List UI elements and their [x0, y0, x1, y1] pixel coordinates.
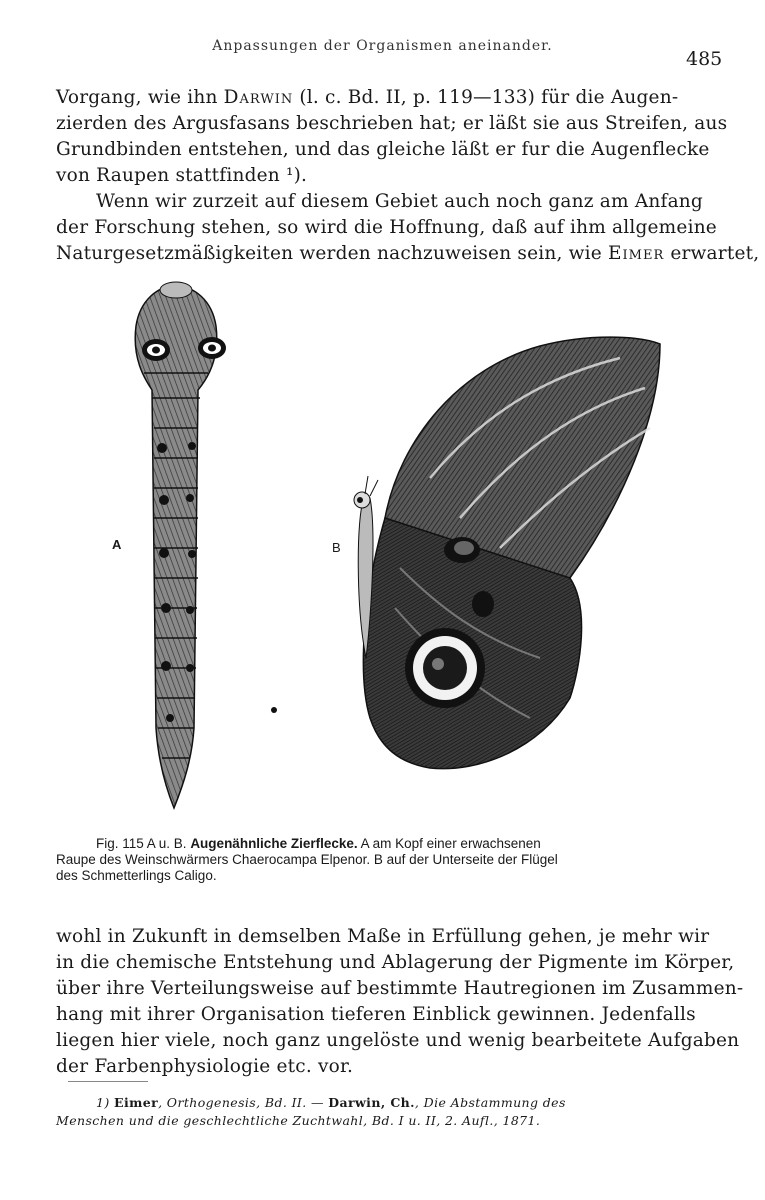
text-line [56, 85, 714, 111]
text-line: hang mit ihrer Organisation tieferen Einblick gewinnen. Jedenfalls [56, 1004, 696, 1025]
paragraph-1 [56, 85, 728, 189]
footnote-span: , Orthogenesis, Bd. II. — [158, 1095, 329, 1110]
butterfly-drawing [354, 337, 660, 769]
footnote-rule [68, 1081, 148, 1082]
text-line: von Raupen stattfinden ¹). [56, 165, 308, 186]
paragraph-2 [56, 189, 760, 267]
caption-span: Fig. 115 A u. B. [96, 836, 191, 851]
figure-label-b: B [332, 540, 341, 555]
footnote-line: Menschen und die geschlechtliche Zuchtwahl, Bd. I u. II, 2. Aufl., 1871. [56, 1113, 541, 1128]
text-line: Wenn wir zurzeit auf diesem Gebiet auch noch ganz am Anfang [96, 191, 703, 212]
caterpillar-eyespot [142, 339, 170, 361]
text-line: der Farbenphysiologie etc. vor. [56, 1056, 354, 1077]
text-line [56, 241, 760, 267]
figure-caption [56, 836, 714, 884]
running-head: Anpassungen der Organismen aneinander. [212, 38, 553, 54]
caterpillar-eyespot [198, 337, 226, 359]
text-span: Vorgang, wie ihn [56, 87, 224, 108]
specimen-dot [271, 707, 277, 713]
text-line: wohl in Zukunft in demselben Maße in Erfüllung gehen, je mehr wir [56, 926, 710, 947]
figure-label-a: A [112, 537, 122, 552]
text-line: über ihre Verteilungsweise auf bestimmte Hautregionen im Zusammen- [56, 978, 744, 999]
paragraph-3 [56, 924, 744, 1080]
caption-line: des Schmetterlings Caligo. [56, 868, 217, 883]
caption-span: A am Kopf einer erwachsenen [357, 836, 541, 851]
text-line: in die chemische Entstehung und Ablagerung der Pigmente im Körper, [56, 952, 735, 973]
text-span: (l. c. Bd. II, p. 119—133) für die Augen- [293, 87, 679, 108]
caption-line: Raupe des Weinschwärmers Chaerocampa Elpenor. B auf der Unterseite der Flügel [56, 852, 558, 867]
page-number: 485 [686, 48, 723, 70]
caption-line [56, 836, 714, 852]
text-line: zierden des Argusfasans beschrieben hat; er läßt sie aus Streifen, aus [56, 113, 728, 134]
text-span: erwartet, [664, 243, 760, 264]
text-line: Grundbinden entstehen, und das gleiche läßt er fur die Augenflecke [56, 139, 710, 160]
footnote-marker: 1) [96, 1095, 115, 1110]
author-name: Darwin, Ch. [328, 1095, 415, 1110]
footnote-span: , Die Abstammung des [414, 1095, 566, 1110]
author-name: Eimer [114, 1095, 159, 1110]
butterfly-eyespot [405, 628, 485, 708]
footnote [56, 1094, 716, 1130]
text-line: der Forschung stehen, so wird die Hoffnung, daß auf ihm allgemeine [56, 217, 717, 238]
author-name: Darwin [223, 87, 294, 108]
author-name: Eimer [608, 243, 665, 264]
caption-title: Augenähnliche Zierflecke. [190, 836, 358, 851]
text-span: Naturgesetzmäßigkeiten werden nachzuweisen sein, wie [56, 243, 609, 264]
figure-illustration [100, 278, 700, 828]
footnote-line [56, 1094, 716, 1112]
caterpillar-drawing [135, 282, 226, 808]
text-line: liegen hier viele, noch ganz ungelöste und wenig bearbeitete Aufgaben [56, 1030, 740, 1051]
